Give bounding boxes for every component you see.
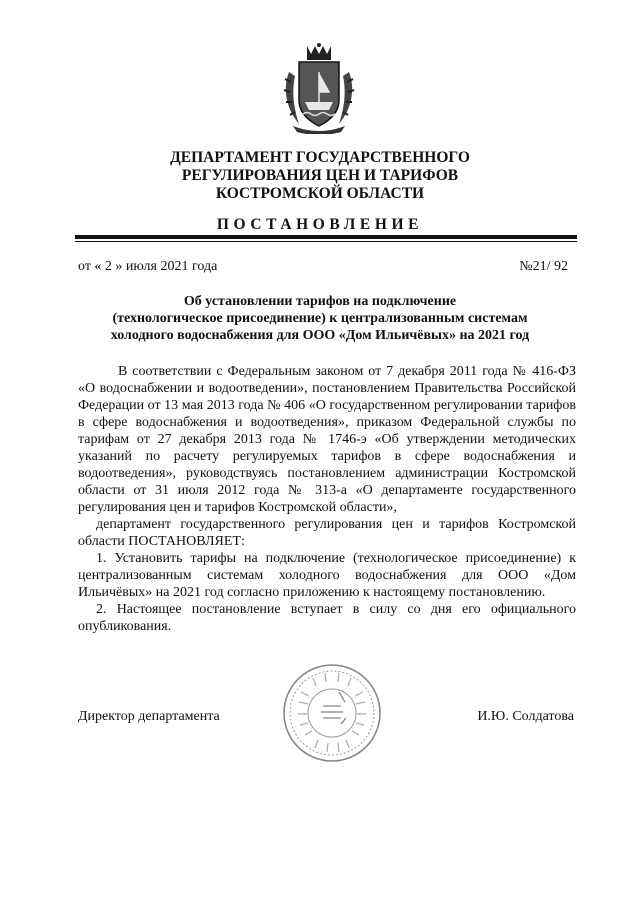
- document-body: [78, 363, 576, 635]
- round-seal-stamp-icon: [281, 662, 383, 764]
- body-paragraph-preamble: В соответствии с Федеральным законом от 7 декабря 2011 года № 416-ФЗ «О водоснабжении и водоотведении», постановлением Правительства Российской Федерации от 13 мая 2013 года № 406 «О государственном регулировании тарифов в сфере водоснабжения и водоотведения», приказом Федеральной службы по тарифам от 27 декабря 2013 года № 1746-э «Об утверждении методических указаний по расчету регулируемых тарифов в сфере водоснабжения и водоотведения», руководствуясь постановлением администрации Костромской области от 31 июля 2012 года № 313-а «О департаменте государственного регулирования цен и тарифов Костромской области»,: [78, 364, 576, 515]
- body-paragraph-item-2: 2. Настоящее постановление вступает в силу со дня его официального опубликования.: [78, 602, 576, 634]
- header-divider-thick: [75, 235, 577, 239]
- document-number: №21/ 92: [519, 259, 568, 274]
- document-subject: [0, 293, 640, 344]
- department-line-3: КОСТРОМСКОЙ ОБЛАСТИ: [215, 185, 425, 202]
- department-line-2: РЕГУЛИРОВАНИЯ ЦЕН И ТАРИФОВ: [181, 167, 459, 184]
- kostroma-coat-of-arms-icon: [281, 42, 357, 134]
- subject-line-3: холодного водоснабжения для ООО «Дом Ильичёвых» на 2021 год: [110, 328, 530, 343]
- document-date: от « 2 » июля 2021 года: [78, 259, 218, 274]
- body-paragraph-item-1: 1. Установить тарифы на подключение (технологическое присоединение) к централизованным системам холодного водоснабжения для ООО «Дом Ильичёвых» на 2021 год согласно приложению к настоящему постановлению.: [78, 551, 576, 600]
- department-line-1: ДЕПАРТАМЕНТ ГОСУДАРСТВЕННОГО: [170, 149, 470, 166]
- signature-name: И.Ю. Солдатова: [477, 709, 574, 724]
- document-type: ПОСТАНОВЛЕНИЕ: [216, 216, 424, 233]
- subject-line-1: Об установлении тарифов на подключение: [183, 294, 457, 309]
- department-name: [0, 149, 640, 203]
- header-divider-thin: [75, 241, 577, 242]
- subject-line-2: (технологическое присоединение) к централизованным системам: [112, 311, 528, 326]
- body-paragraph-resolves: департамент государственного регулирования цен и тарифов Костромской области ПОСТАНОВЛЯЕТ:: [78, 517, 576, 549]
- signature-title: Директор департамента: [78, 709, 220, 724]
